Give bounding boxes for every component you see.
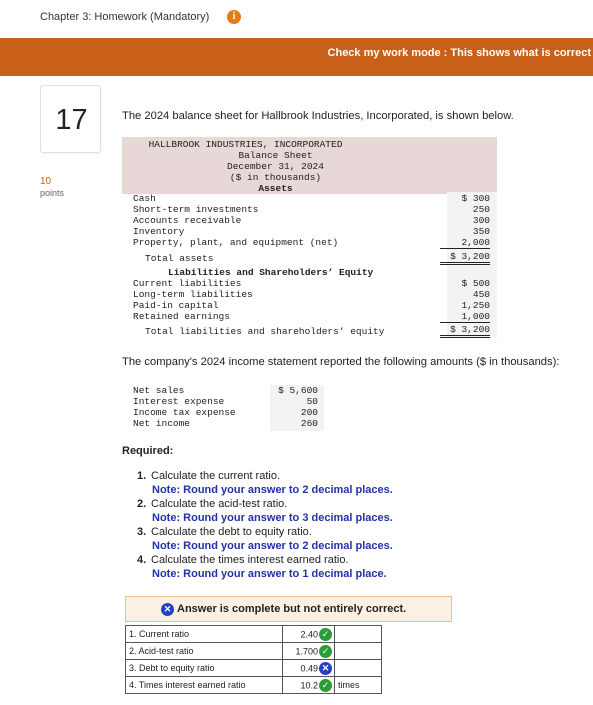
answer-cell[interactable] [283, 677, 335, 694]
points-label: points [40, 188, 65, 198]
answer-value[interactable]: 1.700 [295, 646, 318, 656]
statement-title: Balance Sheet [238, 150, 313, 161]
answer-status-text: Answer is complete but not entirely correct. [177, 603, 407, 615]
total-assets-label: Total assets [145, 253, 214, 264]
income-statement-intro: The company's 2024 income statement reported the following amounts ($ in thousands): [122, 356, 560, 368]
is-row-label: Net sales [133, 385, 185, 396]
x-circle-icon: ✕ [161, 603, 174, 616]
check-icon: ✓ [319, 679, 332, 692]
bs-row-label: Paid-in capital [133, 300, 219, 311]
answer-row [126, 660, 382, 677]
bs-row-label: Property, plant, and equipment (net) [133, 237, 339, 248]
points-value: 10 [40, 176, 52, 187]
required-item [137, 470, 280, 482]
assets-heading: Assets [258, 183, 293, 194]
answer-status-banner [125, 596, 452, 622]
bs-row-value: 450 [472, 289, 490, 300]
balance-sheet-header [122, 137, 497, 194]
answer-label: 2. Acid-test ratio [126, 643, 283, 660]
top-bar [0, 0, 593, 38]
bs-row-value: 350 [472, 226, 490, 237]
required-item-note: Note: Round your answer to 2 decimal places. [152, 540, 393, 552]
bs-row-label: Cash [133, 193, 156, 204]
answer-value[interactable]: 10.2 [300, 680, 318, 690]
answer-unit [335, 660, 382, 677]
question-intro: The 2024 balance sheet for Hallbrook Industries, Incorporated, is shown below. [122, 110, 514, 122]
company-name: HALLBROOK INDUSTRIES, INCORPORATED [148, 139, 343, 150]
bs-row-label: Inventory [133, 226, 185, 237]
bs-row-value: 2,000 [440, 237, 490, 249]
total-assets-value: $ 3,200 [440, 251, 490, 265]
answer-cell[interactable] [283, 626, 335, 643]
bs-row-label: Long-term liabilities [133, 289, 253, 300]
bs-row-value: 1,250 [461, 300, 490, 311]
answer-unit [335, 643, 382, 660]
answer-row [126, 677, 382, 694]
bs-row-value: 250 [472, 204, 490, 215]
check-mode-text: Check my work mode : This shows what is correct [327, 47, 591, 59]
required-item-number: 4. [137, 554, 147, 566]
question-number: 17 [55, 104, 88, 136]
answer-label: 1. Current ratio [126, 626, 283, 643]
answer-row [126, 626, 382, 643]
required-item-note: Note: Round your answer to 1 decimal place. [152, 568, 387, 580]
total-liabilities-label: Total liabilities and shareholders’ equity [145, 326, 385, 337]
required-item-note: Note: Round your answer to 3 decimal places. [152, 512, 393, 524]
answer-row [126, 643, 382, 660]
required-item-text: Calculate the times interest earned ratio. [151, 554, 349, 566]
answer-table [125, 625, 382, 694]
check-mode-bar [0, 38, 593, 76]
bs-row-label: Current liabilities [133, 278, 242, 289]
is-row-value: 200 [300, 407, 318, 418]
required-item [137, 498, 287, 510]
is-row-value: 50 [306, 396, 318, 407]
is-row-label: Net income [133, 418, 191, 429]
x-mark-icon: ✕ [319, 662, 332, 675]
required-heading: Required: [122, 445, 174, 457]
bs-row-label: Accounts receivable [133, 215, 242, 226]
answer-label: 4. Times interest earned ratio [126, 677, 283, 694]
required-item-number: 1. [137, 470, 147, 482]
answer-cell[interactable] [283, 660, 335, 677]
answer-value[interactable]: 0.49 [300, 663, 318, 673]
statement-units: ($ in thousands) [229, 172, 322, 183]
check-icon: ✓ [319, 628, 332, 641]
assignment-title: Chapter 3: Homework (Mandatory) [40, 11, 210, 23]
info-icon[interactable]: i [227, 10, 241, 24]
bs-row-value: 300 [472, 215, 490, 226]
is-row-label: Income tax expense [133, 407, 236, 418]
answer-cell[interactable] [283, 643, 335, 660]
is-row-label: Interest expense [133, 396, 225, 407]
is-row-value: $ 5,600 [278, 385, 318, 396]
bs-row-value: $ 300 [461, 193, 490, 204]
bs-row-label: Retained earnings [133, 311, 230, 322]
required-item-number: 3. [137, 526, 147, 538]
bs-row-value: 1,000 [440, 311, 490, 323]
answer-unit: times [335, 677, 382, 694]
liabilities-heading: Liabilities and Shareholders’ Equity [168, 267, 374, 278]
is-row-value: 260 [300, 418, 318, 429]
answer-label: 3. Debt to equity ratio [126, 660, 283, 677]
required-item-text: Calculate the acid-test ratio. [151, 498, 288, 510]
bs-row-value: $ 500 [461, 278, 490, 289]
check-icon: ✓ [319, 645, 332, 658]
required-item-number: 2. [137, 498, 147, 510]
required-item-text: Calculate the current ratio. [151, 470, 281, 482]
bs-row-label: Short-term investments [133, 204, 259, 215]
required-item-text: Calculate the debt to equity ratio. [151, 526, 312, 538]
required-item-note: Note: Round your answer to 2 decimal places. [152, 484, 393, 496]
required-item [137, 526, 312, 538]
total-liabilities-value: $ 3,200 [440, 324, 490, 338]
answer-unit [335, 626, 382, 643]
statement-date: December 31, 2024 [227, 161, 324, 172]
answer-value[interactable]: 2.40 [300, 629, 318, 639]
required-item [137, 554, 349, 566]
